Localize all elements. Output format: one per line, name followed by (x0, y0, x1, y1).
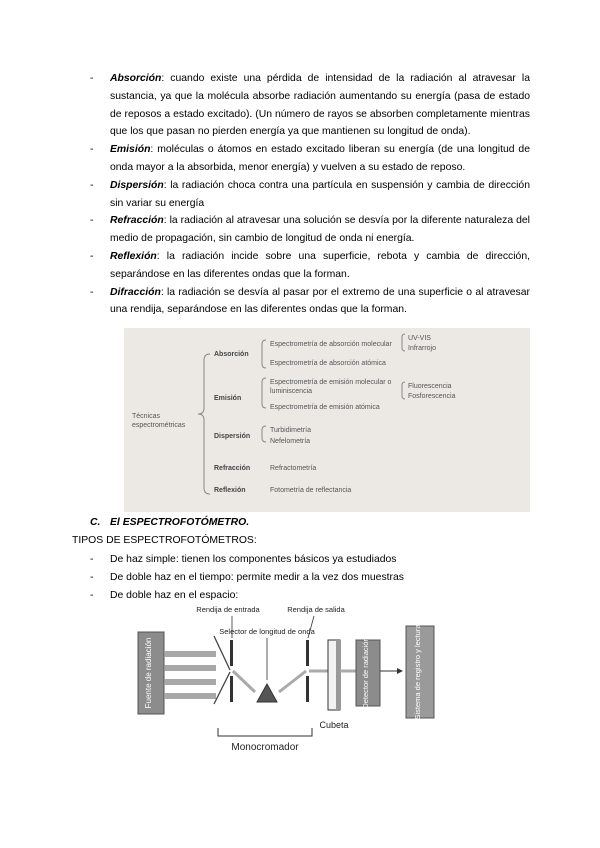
definition-item (90, 177, 530, 213)
method-emi-molecular: Espectrometría de emisión molecular o luminiscencia (270, 379, 392, 395)
definition-item (90, 70, 530, 141)
definition-term: Dispersión (110, 179, 164, 191)
types-title: TIPOS DE ESPECTROFOTÓMETROS: (72, 535, 257, 546)
definition-text: : la radiación se desvía al pasar por el extremo de una superficie o al atravesar una rendija, separándose en las diferentes ondas que la forman. (110, 286, 530, 316)
radiation-source-label: Fuente de radiación (144, 637, 153, 709)
definition-text: : la radiación incide sobre una superficie, rebota y cambia de dirección, separándose en las diferentes ondas que la forman. (110, 250, 530, 280)
section-number: C. (90, 517, 101, 528)
entrance-slit-text: Rendija de entrada (196, 605, 260, 614)
definition-text: : la radiación al atravesar una solución se desvía por la diferente naturaleza del medio de propagación, sin cambio de longitud de onda ni energía. (110, 215, 530, 245)
group-dispersion: Dispersión (214, 433, 251, 440)
spectrophotometer-diagram (130, 604, 470, 760)
method-refractometria: Refractometría (270, 465, 317, 472)
definition-text: : moléculas o átomos en estado excitado liberan su energía (de una longitud de onda mayor a la absorbida, menor energía) y vuelven a su estado de reposo. (110, 144, 530, 173)
monochromator-label: Monocromador (231, 742, 299, 753)
recorder-label: Sistema de registro y lectura (413, 624, 422, 720)
type-item: - De haz simple: tienen los componentes básicos ya estudiados (90, 551, 530, 569)
types-list (90, 551, 530, 605)
cuvette-label: Cubeta (319, 720, 349, 730)
definition-term: Refracción (110, 215, 164, 227)
method-fotometria: Fotometría de reflectancia (270, 487, 352, 494)
entrance-slit-label (196, 605, 260, 614)
definition-term: Absorción (110, 73, 162, 84)
definition-item (90, 212, 530, 248)
definitions-list (90, 70, 530, 319)
type-item: - De doble haz en el espacio: (90, 587, 530, 605)
definition-text: : la radiación choca contra una partícula en suspensión y cambia de dirección sin variar su energía (110, 179, 530, 209)
spectrometric-techniques-figure (124, 328, 530, 512)
method-abs-atomica: Espectrometría de absorción atómica (270, 360, 386, 367)
method-emi-atomica: Espectrometría de emisión atómica (270, 404, 380, 411)
definition-item (90, 248, 530, 284)
exit-slit-label: Rendija de salida (287, 605, 345, 614)
method-turbidimetria: Turbidimetría (270, 427, 311, 434)
definition-term: Emisión (110, 144, 151, 156)
method-abs-molecular: Espectrometría de absorción molecular (270, 341, 392, 348)
subtype-uv-vis: UV-VIS (408, 335, 431, 342)
detector-label: Detector de radiación (361, 637, 370, 709)
method-nefelometria: Nefelometría (270, 438, 311, 445)
section-title (90, 517, 249, 528)
definition-term: Reflexión (110, 250, 157, 262)
definition-term: Difracción (110, 286, 161, 298)
section-title-text: El ESPECTROFOTÓMETRO. (110, 517, 250, 528)
wavelength-selector-label: Selector de longitud de onda (219, 627, 315, 636)
definition-item (90, 284, 530, 320)
type-item: - De doble haz en el tiempo: permite medir a la vez dos muestras (90, 569, 530, 587)
techniques-root: Técnicas espectrométricas (132, 413, 186, 429)
definition-text: : cuando existe una pérdida de intensidad de la radiación al atravesar la sustancia, ya que la molécula absorbe radiación aumentando su energía (pasa de estado de reposos a estado excitado). (Un número de rayos se absorben completamente mientras que los que pasan no pierden energía ya que mantienen su longitud de onda). (110, 73, 530, 138)
group-reflexion: Reflexión (214, 487, 246, 494)
group-absorcion: Absorción (214, 351, 249, 358)
subtype-fluorescencia: Fluorescencia (408, 383, 452, 390)
definition-item (90, 141, 530, 177)
group-refraccion: Refracción (214, 465, 251, 472)
subtype-fosforescencia: Fosforescencia (408, 393, 456, 400)
subtype-infrarrojo: Infrarrojo (408, 345, 437, 352)
group-emision: Emisión (214, 395, 242, 402)
